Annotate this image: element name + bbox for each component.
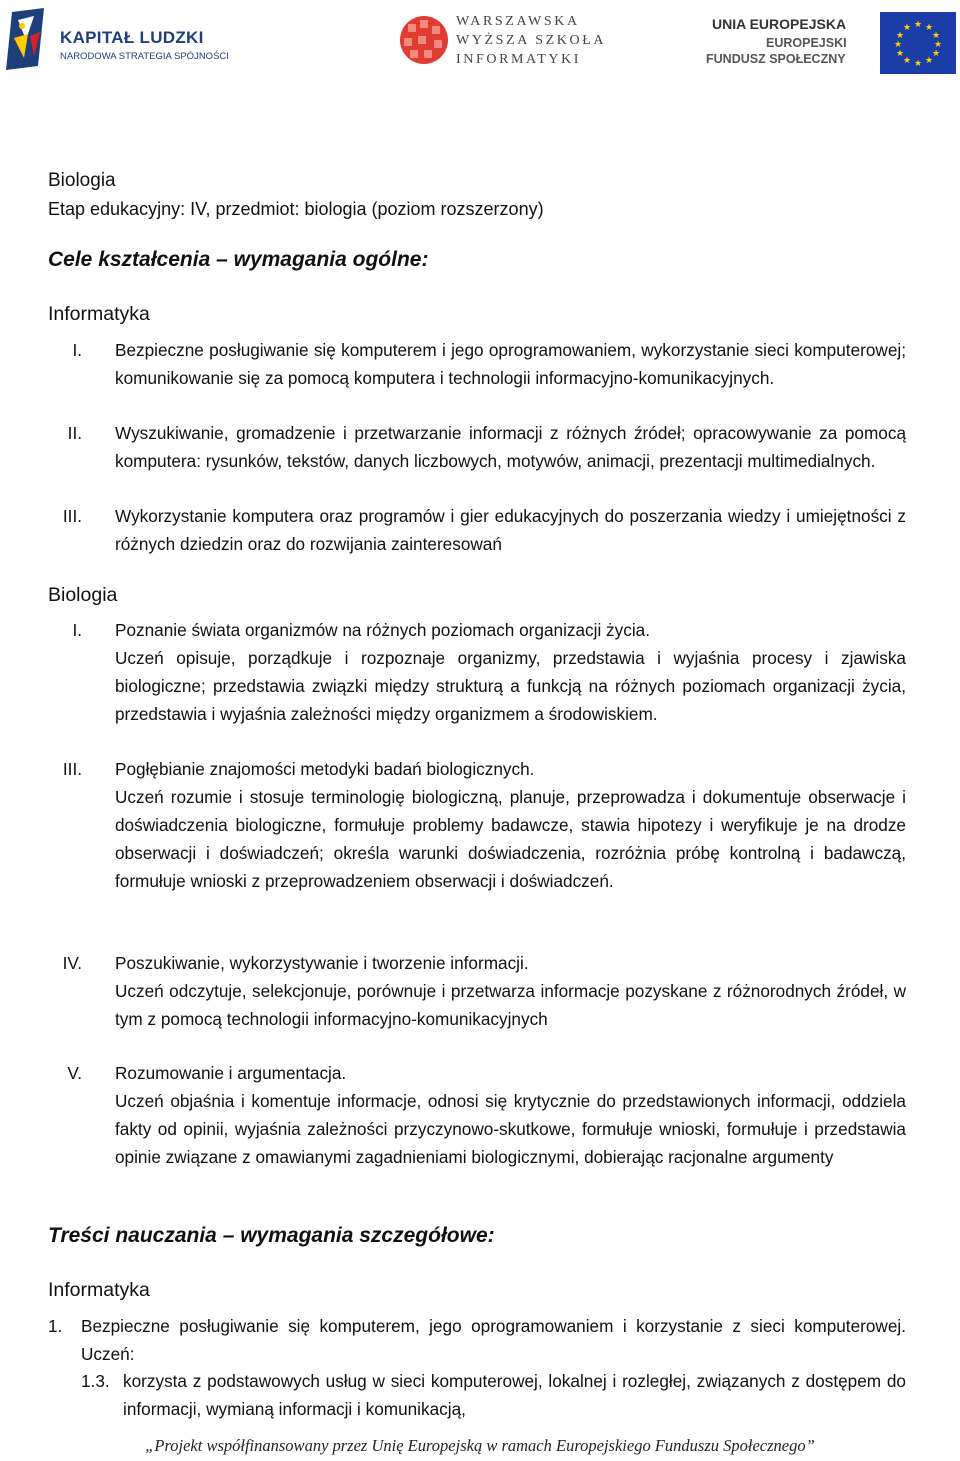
goal-number: III.: [62, 759, 82, 779]
svg-text:★: ★: [933, 40, 943, 50]
document-title: Biologia: [48, 170, 116, 191]
informatyka-goal-2: Wyszukiwanie, gromadzenie i przetwarzanie informacji z różnych źródeł; opracowywanie za pomocą komputera: rysunków, tekstów, danych liczbowych, motywów, animacji, prezentacji multimedialnych.: [115, 423, 906, 471]
stage-line: Etap edukacyjny: IV, przedmiot: biologia (poziom rozszerzony): [48, 199, 544, 219]
informatyka-heading: Informatyka: [48, 303, 150, 325]
kapital-ludzki-logo: [4, 6, 229, 74]
kl-subtitle: NARODOWA STRATEGIA SPÓJNOŚCI: [60, 51, 229, 62]
svg-text:★: ★: [913, 59, 923, 69]
svg-text:★: ★: [924, 56, 934, 66]
biologia-goal-title: Pogłębianie znajomości metodyki badań biologicznych.: [115, 759, 535, 779]
wwsi-line-3: INFORMATYKI: [456, 52, 582, 67]
svg-text:★: ★: [924, 23, 934, 33]
biologia-goal-text: Uczeń opisuje, porządkuje i rozpoznaje organizmy, przedstawia i wyjaśnia procesy i zjawiska biologiczne; przedstawia związki między strukturą a funkcją na różnych poziomach organizacji życia, przedstawia i wyjaśnia zależności między organizmem a środowiskiem.: [115, 648, 906, 724]
svg-text:★: ★: [913, 20, 923, 30]
informatyka-goal-1: Bezpieczne posługiwanie się komputerem i jego oprogramowaniem, wykorzystanie sieci komputerowej; komunikowanie się za pomocą komputera i technologii informacyjno-komunikacyjnych.: [115, 340, 906, 388]
kl-title: KAPITAŁ LUDZKI: [60, 28, 204, 47]
kapital-ludzki-emblem-icon: [4, 6, 54, 72]
wwsi-line-2: WYŻSZA SZKOŁA: [456, 33, 607, 48]
svg-text:★: ★: [902, 23, 912, 33]
eu-logo: [704, 10, 956, 76]
svg-text:★: ★: [895, 31, 905, 41]
eu-flag-icon: [880, 12, 956, 74]
svg-text:★: ★: [902, 56, 912, 66]
biologia-heading: Biologia: [48, 584, 118, 606]
biologia-goal-text: Uczeń rozumie i stosuje terminologię biologiczną, planuje, przeprowadza i dokumentuje obserwacje i doświadczenia biologiczne, formułuje problemy badawcze, stawia hipotezy i weryfikuje je na drodze obserwacji i doświadczeń; określa warunki doświadczenia, rozróżnia próbę kontrolną i badawczą, formułuje wnioski z przeprowadzeniem obserwacji i doświadczeń.: [115, 787, 906, 891]
wwsi-logo: [398, 10, 607, 70]
eu-line-1: UNIA EUROPEJSKA: [712, 16, 847, 32]
biologia-goal-title: Poszukiwanie, wykorzystywanie i tworzenie informacji.: [115, 953, 529, 973]
svg-text:★: ★: [893, 40, 903, 50]
informatyka-goal-3: Wykorzystanie komputera oraz programów i gier edukacyjnych do poszerzania wiedzy i umiejętności z różnych dziedzin oraz do rozwijania zainteresowań: [115, 506, 906, 554]
eu-line-2: EUROPEJSKI: [766, 36, 847, 50]
goal-number: IV.: [62, 953, 82, 973]
eu-line-3: FUNDUSZ SPOŁECZNY: [706, 52, 846, 66]
wwsi-emblem-icon: [398, 14, 450, 66]
biologia-goal-title: Rozumowanie i argumentacja.: [115, 1063, 347, 1083]
biologia-goal-text: Uczeń odczytuje, selekcjonuje, porównuje i przetwarza informacje pozyskane z różnorodnych źródeł, w tym z pomocą technologii informacyjno-komunikacyjnych: [115, 981, 906, 1029]
sub-item-text: korzysta z podstawowych usług w sieci komputerowej, lokalnej i rozległej, związanych z dostępem do informacji, wymianą informacji i komunikacją,: [123, 1371, 906, 1419]
svg-text:★: ★: [895, 49, 905, 59]
page-footer: „Projekt współfinansowany przez Unię Europejską w ramach Europejskiego Funduszu Społecznego”: [145, 1436, 815, 1455]
goal-number: I.: [72, 340, 82, 360]
sub-item-number: 1.3.: [81, 1371, 110, 1391]
goal-number: V.: [67, 1063, 82, 1083]
section-2-heading: Treści nauczania – wymagania szczegółowe:: [48, 1224, 495, 1247]
section-1-heading: Cele kształcenia – wymagania ogólne:: [48, 248, 429, 271]
informatyka-2-heading: Informatyka: [48, 1279, 150, 1301]
page-header: [0, 0, 960, 80]
content-item-number: 1.: [48, 1316, 63, 1336]
content-item-text: Bezpieczne posługiwanie się komputerem, jego oprogramowaniem i korzystanie z sieci komputerowej. Uczeń:: [81, 1316, 906, 1364]
svg-text:★: ★: [931, 31, 941, 41]
goal-number: II.: [67, 423, 82, 443]
biologia-goal-text: Uczeń objaśnia i komentuje informacje, odnosi się krytycznie do przedstawionych informacji, oddziela fakty od opinii, wyjaśnia zależności przyczynowo-skutkowe, formułuje wnioski, formułuje i przedstawia opinie związane z omawianymi zagadnieniami biologicznymi, dobierając racjonalne argumenty: [115, 1091, 906, 1167]
svg-text:★: ★: [931, 49, 941, 59]
wwsi-line-1: WARSZAWSKA: [456, 14, 580, 29]
goal-number: I.: [72, 620, 82, 640]
goal-number: III.: [62, 506, 82, 526]
biologia-goal-title: Poznanie świata organizmów na różnych poziomach organizacji życia.: [115, 620, 650, 640]
